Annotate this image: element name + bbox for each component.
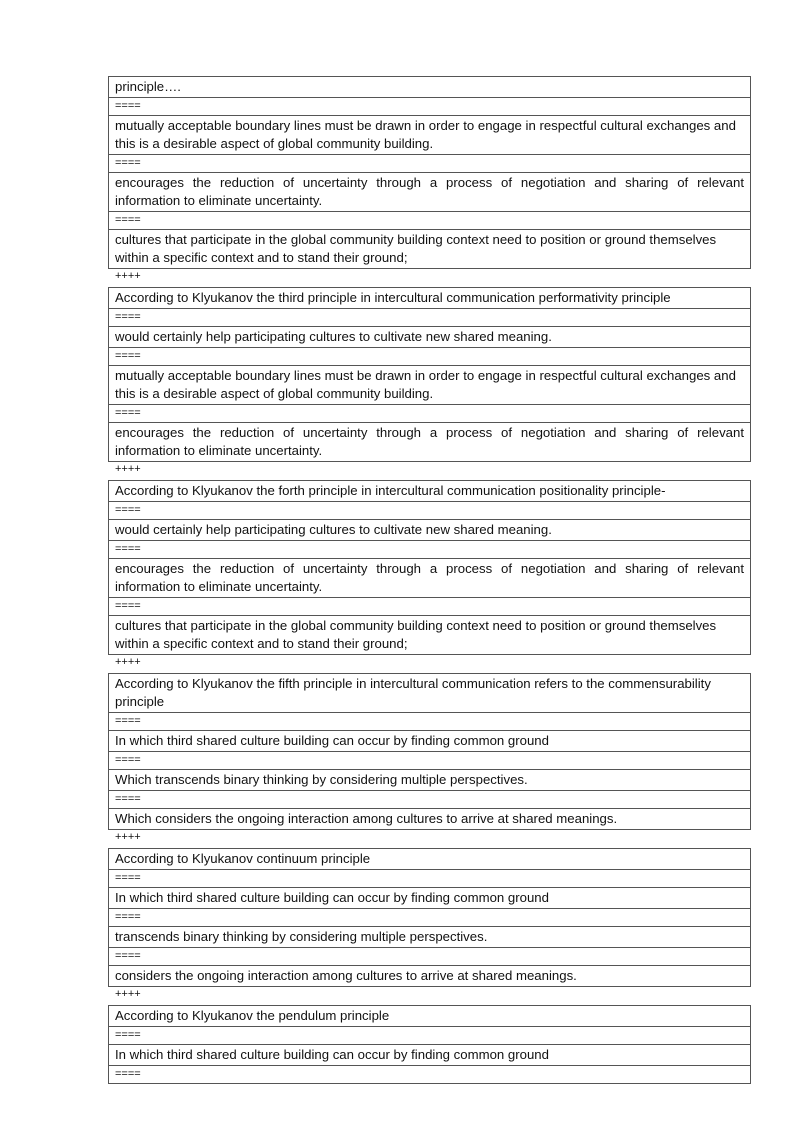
answer-option: cultures that participate in the global community building context need to position or ground themselves within a specific context and to stand their ground; (109, 229, 750, 268)
answer-option: In which third shared culture building can occur by finding common ground (109, 730, 750, 751)
question-separator: ++++ (115, 831, 141, 843)
question-block (108, 76, 751, 269)
option-separator: ==== (109, 154, 750, 172)
question-block (108, 673, 751, 830)
option-separator: ==== (109, 597, 750, 615)
option-separator: ==== (109, 211, 750, 229)
answer-option: In which third shared culture building can occur by finding common ground (109, 1044, 750, 1065)
answer-option: encourages the reduction of uncertainty through a process of negotiation and sharing of relevant information to eliminate uncertainty. (109, 172, 750, 211)
question-text: principle…. (115, 79, 181, 94)
option-separator: ==== (109, 751, 750, 769)
answer-option: considers the ongoing interaction among cultures to arrive at shared meanings. (109, 965, 750, 986)
option-separator: ==== (109, 712, 750, 730)
question-text: According to Klyukanov the forth principle in intercultural communication positionality principle- (115, 483, 666, 498)
answer-option: transcends binary thinking by considering multiple perspectives. (109, 926, 750, 947)
option-separator: ==== (109, 404, 750, 422)
test-document (108, 76, 751, 1084)
question-text: According to Klyukanov the fifth principle in intercultural communication refers to the commensurability principle (115, 676, 711, 709)
answer-option: would certainly help participating cultures to cultivate new shared meaning. (109, 519, 750, 540)
question-text: According to Klyukanov the third principle in intercultural communication performativity principle (115, 290, 671, 305)
question-separator: ++++ (115, 656, 141, 668)
question-text: According to Klyukanov continuum principle (115, 851, 371, 866)
answer-option: would certainly help participating cultures to cultivate new shared meaning. (109, 326, 750, 347)
option-separator: ==== (109, 790, 750, 808)
question-block (108, 1005, 751, 1084)
question-separator: ++++ (115, 988, 141, 1000)
question-block (108, 287, 751, 462)
answer-option: Which transcends binary thinking by considering multiple perspectives. (109, 769, 750, 790)
question-block (108, 480, 751, 655)
option-separator: ==== (109, 347, 750, 365)
answer-option: mutually acceptable boundary lines must be drawn in order to engage in respectful cultural exchanges and this is a desirable aspect of global community building. (109, 115, 750, 154)
answer-option: In which third shared culture building can occur by finding common ground (109, 887, 750, 908)
answer-option: mutually acceptable boundary lines must be drawn in order to engage in respectful cultural exchanges and this is a desirable aspect of global community building. (109, 365, 750, 404)
question-separator: ++++ (115, 270, 141, 282)
option-separator: ==== (109, 501, 750, 519)
question-block (108, 848, 751, 987)
answer-option: cultures that participate in the global community building context need to position or ground themselves within a specific context and to stand their ground; (109, 615, 750, 654)
option-separator: ==== (109, 540, 750, 558)
option-separator: ==== (109, 1065, 750, 1083)
option-separator: ==== (109, 947, 750, 965)
option-separator: ==== (109, 908, 750, 926)
answer-option: Which considers the ongoing interaction among cultures to arrive at shared meanings. (109, 808, 750, 829)
option-separator: ==== (109, 1026, 750, 1044)
question-text: According to Klyukanov the pendulum principle (115, 1008, 390, 1023)
option-separator: ==== (109, 308, 750, 326)
option-separator: ==== (109, 97, 750, 115)
answer-option: encourages the reduction of uncertainty through a process of negotiation and sharing of relevant information to eliminate uncertainty. (109, 558, 750, 597)
option-separator: ==== (109, 869, 750, 887)
answer-option: encourages the reduction of uncertainty through a process of negotiation and sharing of relevant information to eliminate uncertainty. (109, 422, 750, 461)
question-separator: ++++ (115, 463, 141, 475)
